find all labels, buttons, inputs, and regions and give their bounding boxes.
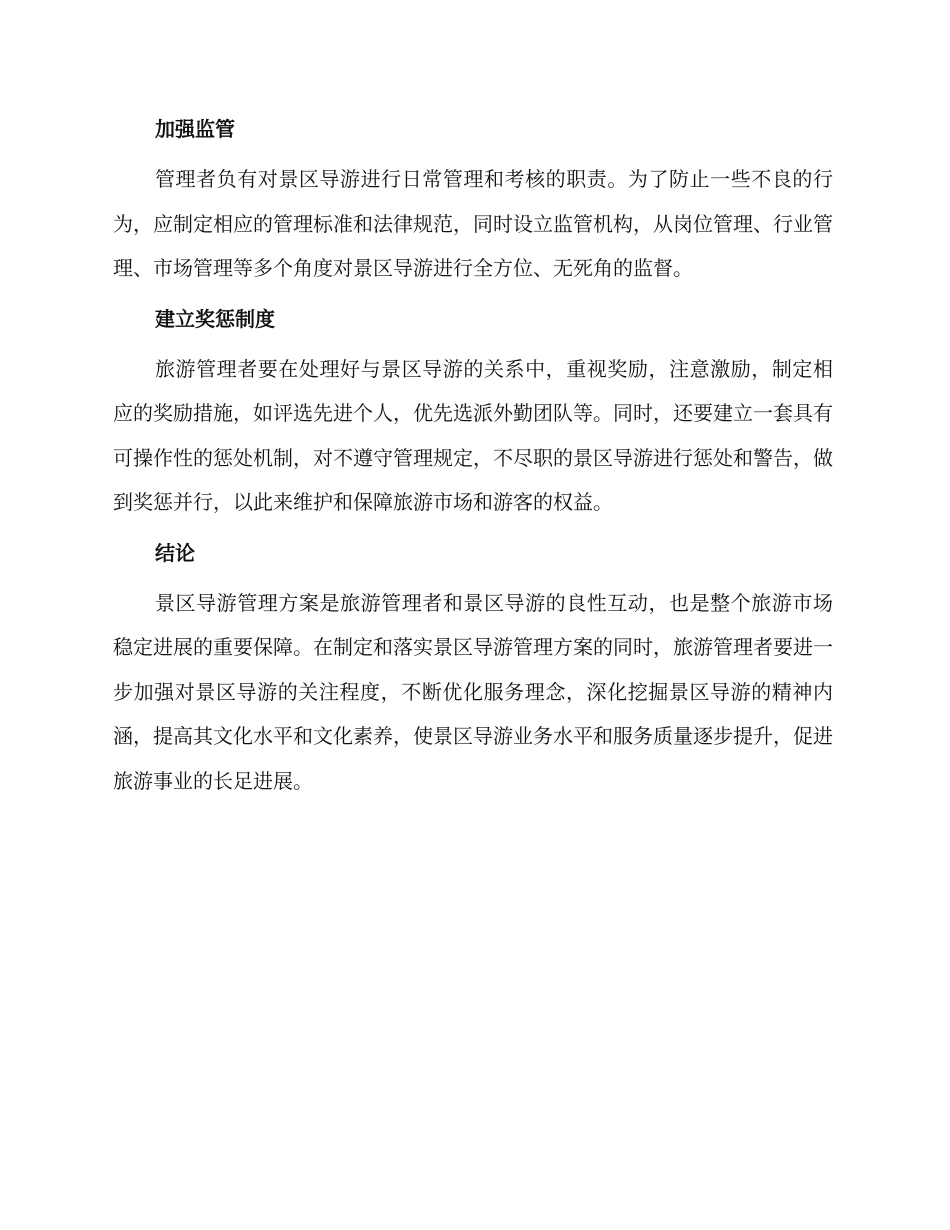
document-body	[113, 111, 833, 813]
section-strengthen-supervision	[113, 111, 833, 291]
section-heading: 结论	[155, 540, 195, 565]
section-heading: 加强监管	[155, 117, 235, 141]
section-paragraph: 旅游管理者要在处理好与景区导游的关系中，重视奖励，注意激励，制定相应的奖励措施，如评选先进个人，优先选派外勤团队等。同时，还要建立一套具有可操作性的惩处机制，对不遵守管理规定，不尽职的景区导游进行惩处和警告，做到奖惩并行，以此来维护和保障旅游市场和游客的权益。	[113, 356, 833, 514]
section-reward-punishment-system	[113, 301, 833, 525]
section-conclusion	[113, 535, 833, 804]
section-paragraph: 管理者负有对景区导游进行日常管理和考核的职责。为了防止一些不良的行为，应制定相应的管理标准和法律规范，同时设立监管机构，从岗位管理、行业管理、市场管理等多个角度对景区导游进行全方位、无死角的监督。	[113, 167, 833, 280]
section-paragraph: 景区导游管理方案是旅游管理者和景区导游的良性互动，也是整个旅游市场稳定进展的重要保障。在制定和落实景区导游管理方案的同时，旅游管理者要进一步加强对景区导游的关注程度，不断优化服务理念，深化挖掘景区导游的精神内涵，提高其文化水平和文化素养，使景区导游业务水平和服务质量逐步提升，促进旅游事业的长足进展。	[113, 590, 833, 793]
section-heading: 建立奖惩制度	[155, 306, 275, 331]
